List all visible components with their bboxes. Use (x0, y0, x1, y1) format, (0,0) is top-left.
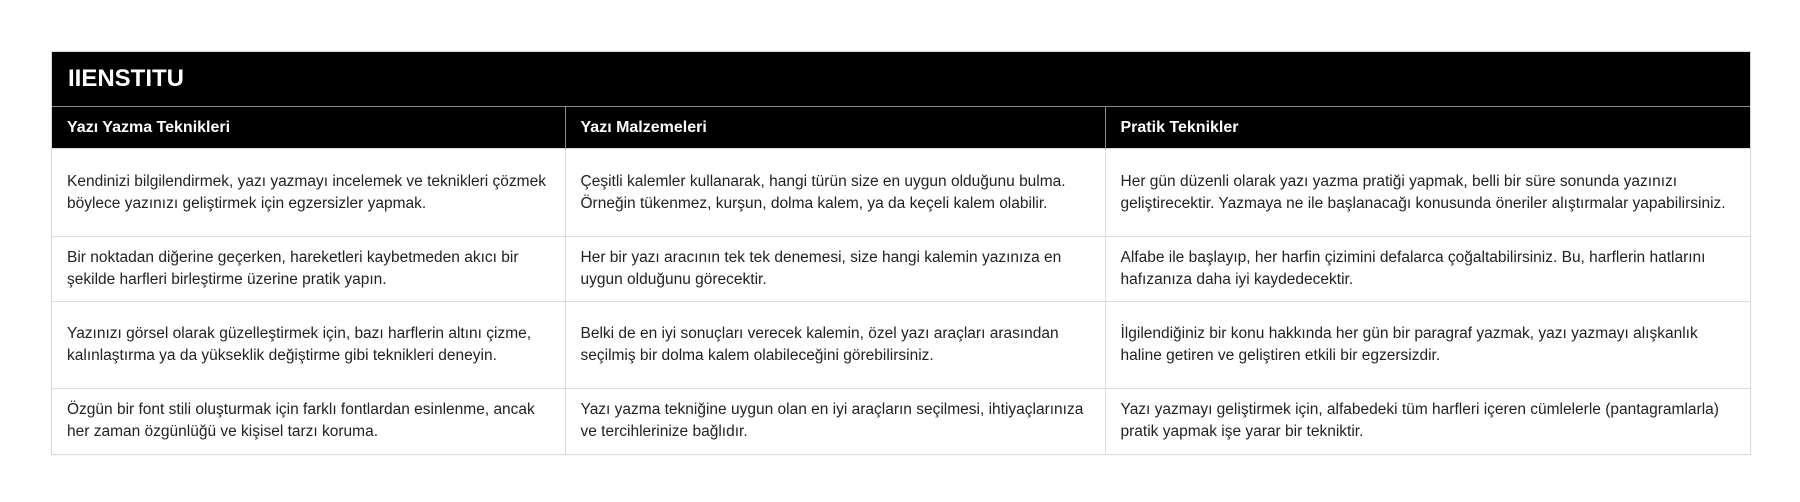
table-cell: Yazı yazma tekniğine uygun olan en iyi araçların seçilmesi, ihtiyaçlarınıza ve tercihlerinize bağlıdır. (565, 389, 1105, 454)
column-header-practical-techniques: Pratik Teknikler (1105, 107, 1750, 149)
table-cell: Yazı yazmayı geliştirmek için, alfabedeki tüm harfleri içeren cümlelerle (pantagramlarla) pratik yapmak işe yarar bir tekniktir. (1105, 389, 1750, 454)
table-cell: Özgün bir font stili oluşturmak için farklı fontlardan esinlenme, ancak her zaman özgünlüğü ve kişisel tarzı koruma. (52, 389, 565, 454)
table-cell: Kendinizi bilgilendirmek, yazı yazmayı incelemek ve teknikleri çözmek böylece yazınızı geliştirmek için egzersizler yapmak. (52, 149, 565, 237)
table-header-row (52, 107, 1750, 149)
table-row (52, 302, 1750, 389)
table-cell: Alfabe ile başlayıp, her harfin çizimini defalarca çoğaltabilirsiniz. Bu, harflerin hatlarını hafızanıza daha iyi kaydedecektir. (1105, 237, 1750, 302)
column-header-writing-techniques: Yazı Yazma Teknikleri (52, 107, 565, 149)
table-row (52, 389, 1750, 454)
table-title: IIENSTITU (52, 52, 1750, 106)
table-cell: Çeşitli kalemler kullanarak, hangi türün size en uygun olduğunu bulma. Örneğin tükenmez, kurşun, dolma kalem, ya da keçeli kalem olabilir. (565, 149, 1105, 237)
table-cell: Yazınızı görsel olarak güzelleştirmek için, bazı harflerin altını çizme, kalınlaştırma ya da yükseklik değiştirme gibi teknikleri deneyin. (52, 302, 565, 389)
techniques-table (52, 106, 1750, 454)
table-cell: Her bir yazı aracının tek tek denemesi, size hangi kalemin yazınıza en uygun olduğunu görecektir. (565, 237, 1105, 302)
table-row (52, 237, 1750, 302)
content-table-card (51, 51, 1751, 455)
table-cell: Her gün düzenli olarak yazı yazma pratiği yapmak, belli bir süre sonunda yazınızı geliştirecektir. Yazmaya ne ile başlanacağı konusunda öneriler alıştırmalar yapabilirsiniz. (1105, 149, 1750, 237)
column-header-writing-materials: Yazı Malzemeleri (565, 107, 1105, 149)
table-cell: İlgilendiğiniz bir konu hakkında her gün bir paragraf yazmak, yazı yazmayı alışkanlık haline getiren ve geliştiren etkili bir egzersizdir. (1105, 302, 1750, 389)
table-cell: Bir noktadan diğerine geçerken, hareketleri kaybetmeden akıcı bir şekilde harfleri birleştirme üzerine pratik yapın. (52, 237, 565, 302)
table-row (52, 149, 1750, 237)
table-cell: Belki de en iyi sonuçları verecek kalemin, özel yazı araçları arasından seçilmiş bir dolma kalem olabileceğini görebilirsiniz. (565, 302, 1105, 389)
